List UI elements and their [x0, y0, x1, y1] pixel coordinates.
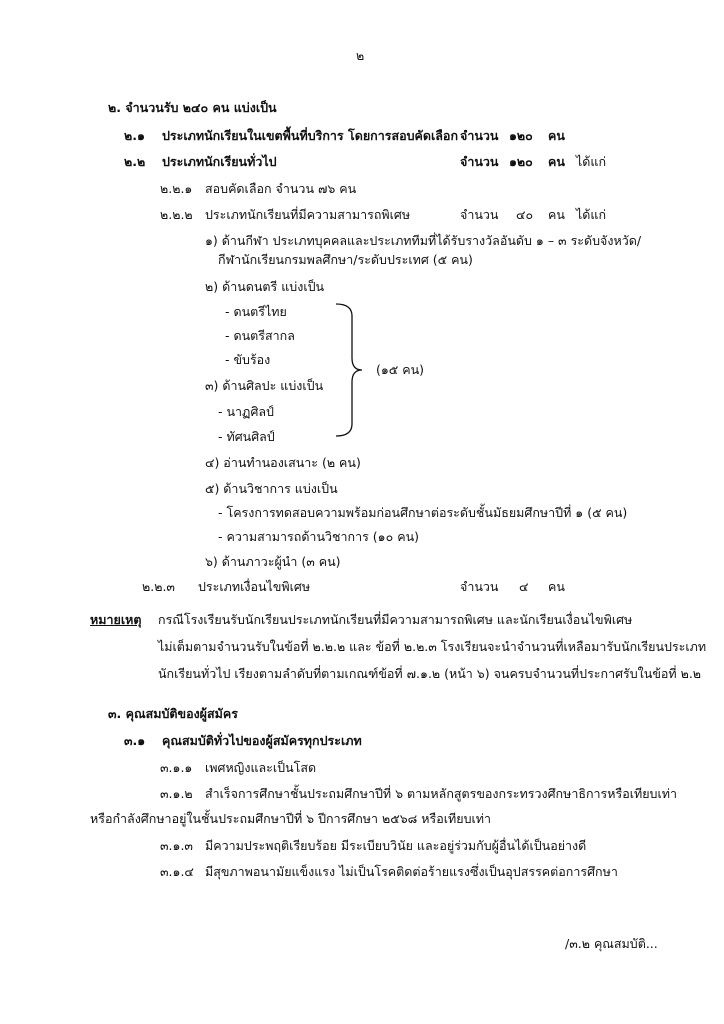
item-3-1-3-number: ๓.๑.๓ [160, 838, 193, 853]
item-2-2-1-text: สอบคัดเลือก จำนวน ๗๖ คน [205, 181, 357, 196]
item-2-2-suffix: ได้แก่ [576, 154, 607, 169]
item-3-1-1-number: ๓.๑.๑ [160, 760, 193, 775]
talent-art: ๓) ด้านศิลปะ แบ่งเป็น [205, 378, 324, 393]
grouping-brace [330, 300, 370, 440]
next-page-reference: /๓.๒ คุณสมบัติ... [565, 936, 658, 951]
item-3-1-1-text: เพศหญิงและเป็นโสด [205, 760, 317, 775]
page-number: ๒ [356, 48, 365, 63]
talent-singing: - ขับร้อง [225, 352, 271, 367]
talent-leadership: ๖) ด้านภาวะผู้นำ (๓ คน) [205, 554, 341, 569]
item-2-1-count-word: จำนวน [460, 128, 499, 143]
talent-music-international: - ดนตรีสากล [225, 328, 295, 343]
section-2-heading: ๒. จำนวนรับ ๒๔๐ คน แบ่งเป็น [108, 100, 277, 115]
item-2-2-2-unit: คน [548, 207, 565, 222]
item-2-2-3-count-word: จำนวน [460, 579, 499, 594]
talent-music-thai: - ดนตรีไทย [225, 304, 287, 319]
talent-visual-art: - ทัศนศิลป์ [218, 429, 275, 444]
talent-recitation: ๔) อ่านทำนองเสนาะ (๒ คน) [205, 455, 361, 470]
item-2-2-3-label: ประเภทเงื่อนไขพิเศษ [198, 579, 311, 594]
item-3-1-4-number: ๓.๑.๔ [160, 864, 194, 879]
item-2-2-3-count: ๔ [519, 579, 529, 594]
item-3-1-2-line-2: หรือกำลังศึกษาอยู่ในชั้นประถมศึกษาปีที่ ๖ ปีการศึกษา ๒๕๖๘ หรือเทียบเท่า [90, 811, 492, 826]
item-3-1-4-text: มีสุขภาพอนามัยแข็งแรง ไม่เป็นโรคติดต่อร้ายแรงซึ่งเป็นอุปสรรคต่อการศึกษา [205, 864, 618, 879]
item-3-1-3-text: มีความประพฤติเรียบร้อย มีระเบียบวินัย และอยู่ร่วมกับผู้อื่นได้เป็นอย่างดี [205, 838, 587, 853]
remark-line-1: กรณีโรงเรียนรับนักเรียนประเภทนักเรียนที่มีความสามารถพิเศษ และนักเรียนเงื่อนไขพิเศษ [158, 612, 633, 627]
item-2-2-unit: คน [548, 154, 565, 169]
talent-group-count: (๑๕ คน) [376, 362, 425, 377]
item-2-2-2-label: ประเภทนักเรียนที่มีความสามารถพิเศษ [205, 207, 411, 222]
talent-sport-line-1: ๑) ด้านกีฬา ประเภทบุคคลและประเภททีมที่ได้รับรางวัลอันดับ ๑ – ๓ ระดับจังหวัด/ [205, 233, 642, 248]
item-2-2-3-unit: คน [548, 579, 565, 594]
section-3-heading: ๓. คุณสมบัติของผู้สมัคร [108, 706, 238, 721]
remark-label: หมายเหตุ [90, 612, 142, 627]
item-2-2-2-count-word: จำนวน [460, 207, 499, 222]
item-3-1-2-number: ๓.๑.๒ [160, 786, 193, 801]
talent-academic: ๕) ด้านวิชาการ แบ่งเป็น [205, 481, 338, 496]
talent-academic-1: - โครงการทดสอบความพร้อมก่อนศึกษาต่อระดับชั้นมัธยมศึกษาปีที่ ๑ (๕ คน) [218, 505, 628, 520]
item-3-1-number: ๓.๑ [124, 733, 146, 748]
remark-line-3: นักเรียนทั่วไป เรียงตามลำดับที่ตามเกณฑ์ข้อที่ ๗.๑.๒ (หน้า ๖) จนครบจำนวนที่ประกาศรับในข้อที่ ๒.๒ [158, 666, 702, 681]
item-2-2-number: ๒.๒ [124, 154, 146, 169]
talent-sport-line-2: กีฬานักเรียนกรมพลศึกษา/ระดับประเทศ (๕ คน) [218, 252, 473, 267]
talent-dance: - นาฏศิลป์ [218, 404, 274, 419]
talent-academic-2: - ความสามารถด้านวิชาการ (๑๐ คน) [218, 529, 419, 544]
item-2-2-2-suffix: ได้แก่ [576, 207, 607, 222]
item-2-2-label: ประเภทนักเรียนทั่วไป [162, 154, 277, 169]
item-2-1-label: ประเภทนักเรียนในเขตพื้นที่บริการ โดยการสอบคัดเลือก [162, 128, 459, 143]
remark-line-2: ไม่เต็มตามจำนวนรับในข้อที่ ๒.๒.๒ และ ข้อที่ ๒.๒.๓ โรงเรียนจะนำจำนวนที่เหลือมารับนักเรียนประเภท [158, 639, 707, 654]
item-2-1-count: ๑๒๐ [509, 128, 533, 143]
item-2-2-3-number: ๒.๒.๓ [142, 579, 175, 594]
item-3-1-label: คุณสมบัติทั่วไปของผู้สมัครทุกประเภท [162, 733, 362, 748]
talent-music: ๒) ด้านดนตรี แบ่งเป็น [205, 279, 325, 294]
item-2-2-count-word: จำนวน [460, 154, 499, 169]
item-2-1-number: ๒.๑ [124, 128, 145, 143]
item-2-2-1-number: ๒.๒.๑ [160, 181, 193, 196]
item-3-1-2-line-1: สำเร็จการศึกษาชั้นประถมศึกษาปีที่ ๖ ตามหลักสูตรของกระทรวงศึกษาธิการหรือเทียบเท่า [205, 786, 678, 801]
item-2-2-2-number: ๒.๒.๒ [160, 207, 193, 222]
item-2-2-2-count: ๔๐ [516, 207, 534, 222]
item-2-1-unit: คน [548, 128, 565, 143]
item-2-2-count: ๑๒๐ [509, 154, 533, 169]
